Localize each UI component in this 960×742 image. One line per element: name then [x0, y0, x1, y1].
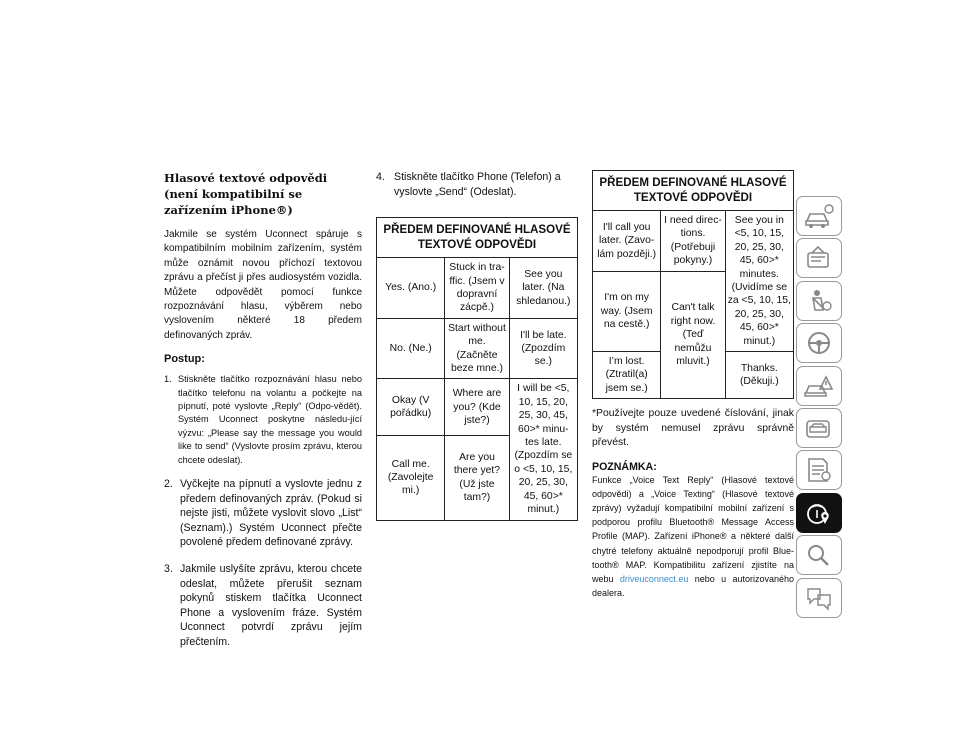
- table-cell: No. (Ne.): [377, 318, 445, 379]
- step-3: [164, 562, 362, 650]
- step-4: [376, 170, 578, 199]
- table-cell: See you later. (Na shledanou.): [509, 258, 577, 319]
- table-cell: I’m lost. (Ztratil(a) jsem se.): [593, 352, 661, 399]
- table-cell-merged: Can't talk right now. (Teď nemůžu mluvit.): [661, 271, 725, 399]
- tab-specifications[interactable]: [796, 450, 842, 490]
- step-number: 4.: [376, 171, 385, 183]
- tab-crash-warning[interactable]: [796, 366, 842, 406]
- responses-table-2: [592, 170, 794, 399]
- procedure-heading: Postup:: [164, 353, 205, 366]
- section-title: Hlasové textové odpovědi (není kompatibilní se zařízením iPhone®): [164, 171, 328, 217]
- middle-column: [376, 170, 578, 521]
- note-text-part: nebo u autorizovaného dealera.: [592, 573, 794, 599]
- responses-table-1: [376, 217, 578, 520]
- table-cell-merged: I will be <5, 10, 15, 20, 25, 30, 45, 60>* minu-tes late. (Zpozdím se o <5, 10, 15, 20, 25, 30, 45, 60>* minut.): [509, 379, 577, 520]
- table-cell: Stuck in tra-ffic. (Jsem v dopravní zácpě.): [445, 258, 509, 319]
- step-number: 3.: [164, 563, 173, 576]
- car-service-icon: [802, 413, 836, 443]
- table-header: PŘEDEM DEFINOVANÉ HLASOVÉ TEXTOVÉ ODPOVĚDI: [593, 171, 794, 211]
- table-row: [593, 211, 794, 272]
- step-text: Vyčkejte na pípnutí a vyslovte jednu z předem definovaných zpráv. (Pokud si nejste jisti, můžete vyslovit slovo „List“ (Seznam).) Systém Uconnect přečte povolené předem definované zprávy.: [180, 478, 362, 549]
- table-cell: I'll call you later. (Zavo-lám později.): [593, 211, 661, 272]
- step-1: [164, 373, 362, 467]
- chapter-tabs: [796, 196, 842, 620]
- note-text-part: Funkce „Voice Text Reply“ (Hlasové textové odpovědi) a „Voice Texting“ (Hlasové textové zprávy) vyžadují kompatibilní mobilní zařízení s podporou profilu Bluetooth® Message Access Profile (MAP). Zařízení iPhone® a některé další chytré telefony aktuálně nepodporují profil Blue-tooth® MAP. Kompatibilitu zařízení zjistíte na webu: [592, 474, 794, 584]
- table-row: [377, 258, 578, 319]
- note-label: POZNÁMKA:: [592, 460, 657, 473]
- table-cell: Start without me. (Začněte beze mne.): [445, 318, 509, 379]
- website-link[interactable]: driveuconnect.eu: [619, 573, 689, 584]
- note-text: [592, 473, 794, 601]
- tab-language[interactable]: [796, 578, 842, 618]
- tab-search-index[interactable]: [796, 535, 842, 575]
- table-cell: Thanks. (Děkuji.): [725, 352, 793, 399]
- table-row: [377, 379, 578, 436]
- seatbelt-safety-icon: [802, 286, 836, 316]
- step-text: Jakmile uslyšíte zprávu, kterou chcete odeslat, můžete přerušit seznam pokynů stiskem tlačítka Uconnect Phone a vyslovením fráze. Systém Uconnect potvrdí zprávu jejím přečtením.: [180, 563, 362, 649]
- language-icon: [802, 583, 836, 613]
- table-cell: Are you there yet? (Už jste tam?): [445, 436, 509, 520]
- table-cell-merged: See you in <5, 10, 15, 20, 25, 30, 45, 60>* minutes. (Uvidíme se za <5, 10, 15, 20, 25, 30, 45, 60>* minut.): [725, 211, 793, 352]
- tab-multimedia[interactable]: [796, 493, 842, 533]
- table-cell: I need direc-tions. (Potřebuji pokyny.): [661, 211, 725, 272]
- multimedia-icon: [802, 498, 836, 528]
- right-column: [592, 170, 794, 600]
- dashboard-lights-icon: [802, 243, 836, 273]
- tab-steering-wheel[interactable]: [796, 323, 842, 363]
- intro-paragraph: Jakmile se systém Uconnect spáruje s kompatibilním mobilním zařízením, systém může oznámit novou příchozí textovou zprávu a přečíst ji přes audiosystém vozidla. Můžete odpovědět pomocí funkce rozpoznávání hlasu, výběrem nebo vyslovením některé 18 předem definovaných zpráv.: [164, 229, 362, 341]
- step-number: 2.: [164, 478, 173, 491]
- left-column: [164, 170, 362, 662]
- table-cell: I'm on my way. (Jsem na cestě.): [593, 271, 661, 351]
- tab-car-info[interactable]: [796, 196, 842, 236]
- numbering-note: *Používejte pouze uvedené číslování, jinak by systém nemusel zprávu správně převést.: [592, 408, 794, 449]
- tab-car-service[interactable]: [796, 408, 842, 448]
- table-cell: Yes. (Ano.): [377, 258, 445, 319]
- table-cell: I'll be late. (Zpozdím se.): [509, 318, 577, 379]
- table-header: PŘEDEM DEFINOVANÉ HLASOVÉ TEXTOVÉ ODPOVĚDI: [377, 218, 578, 258]
- table-cell: Okay (V pořádku): [377, 379, 445, 436]
- steering-wheel-icon: [802, 328, 836, 358]
- search-index-icon: [802, 540, 836, 570]
- tab-dashboard-lights[interactable]: [796, 238, 842, 278]
- table-cell: Call me. (Zavolejte mi.): [377, 436, 445, 520]
- step-number: 1.: [164, 374, 172, 385]
- specifications-icon: [802, 455, 836, 485]
- step-text: Stiskněte tlačítko Phone (Telefon) a vyslovte „Send“ (Odeslat).: [394, 171, 561, 198]
- step-text: Stiskněte tlačítko rozpoznávání hlasu nebo tlačítko telefonu na volantu a počkejte na pípnutí, poté vyslovte „Reply“ (Odpo-vědět). Systém Uconnect poskytne následu-jící výzvu: „Please say the message you would like to send“ (Vyslovte prosím zprávu, kterou chcete odeslat).: [178, 374, 362, 465]
- car-info-icon: [802, 201, 836, 231]
- table-cell: Where are you? (Kde jste?): [445, 379, 509, 436]
- tab-seatbelt-safety[interactable]: [796, 281, 842, 321]
- crash-warning-icon: [802, 371, 836, 401]
- step-2: [164, 477, 362, 550]
- table-row: [377, 318, 578, 379]
